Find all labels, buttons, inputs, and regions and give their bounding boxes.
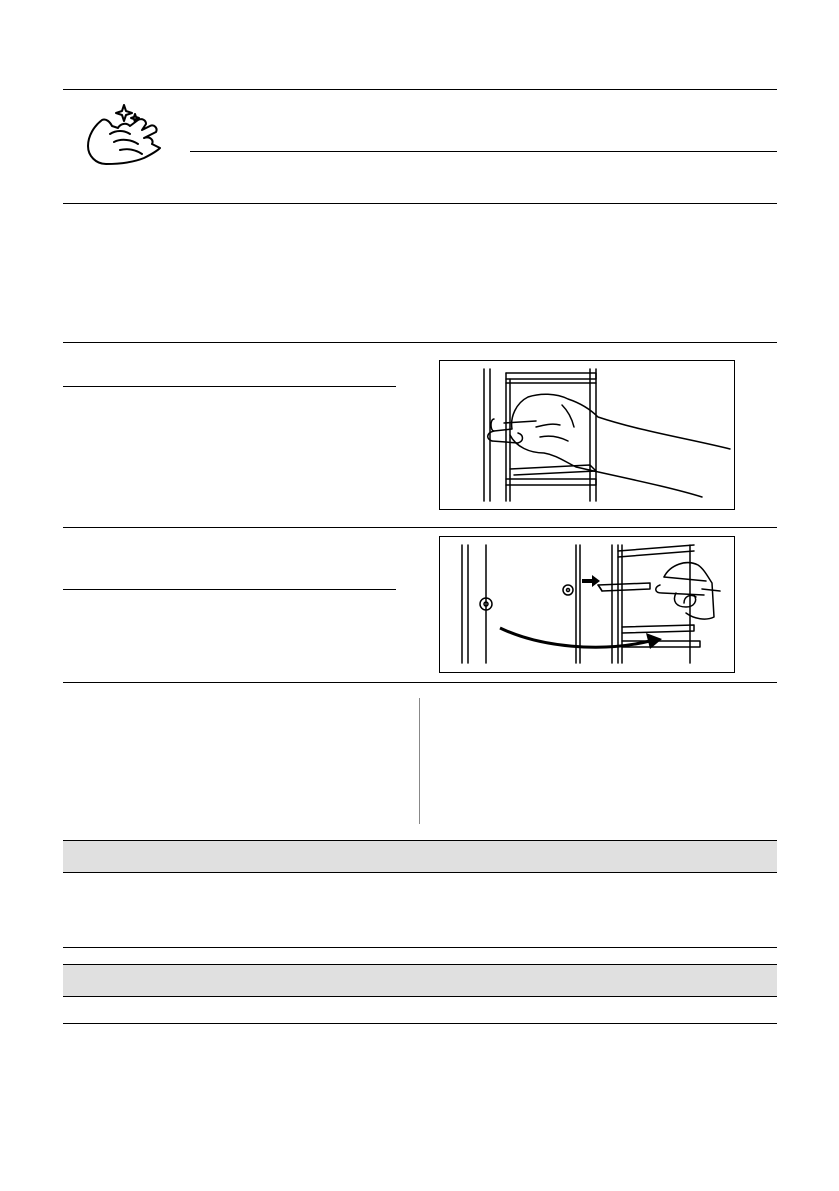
header-top-rule	[63, 89, 777, 90]
section-rule-4	[63, 682, 777, 683]
remove-shelf-support-figure	[439, 536, 735, 673]
section-rule-1	[63, 203, 777, 204]
band-2-top-rule	[63, 964, 777, 965]
step-1-title-rule	[63, 386, 396, 387]
step-2-title-rule	[63, 589, 396, 590]
section-rule-6	[63, 1023, 777, 1024]
table-header-band-2	[63, 964, 777, 996]
section-rule-2	[63, 342, 777, 343]
band-1-bottom-rule	[63, 872, 777, 873]
cleaning-hand-icon	[80, 100, 166, 170]
hand-holding-shelf-support-figure	[439, 360, 735, 510]
column-divider	[419, 698, 420, 824]
band-1-top-rule	[63, 840, 777, 841]
band-2-bottom-rule	[63, 996, 777, 997]
section-rule-5	[63, 947, 777, 948]
section-rule-3	[63, 527, 777, 528]
table-header-band-1	[63, 840, 777, 872]
header-title-rule	[190, 151, 777, 152]
